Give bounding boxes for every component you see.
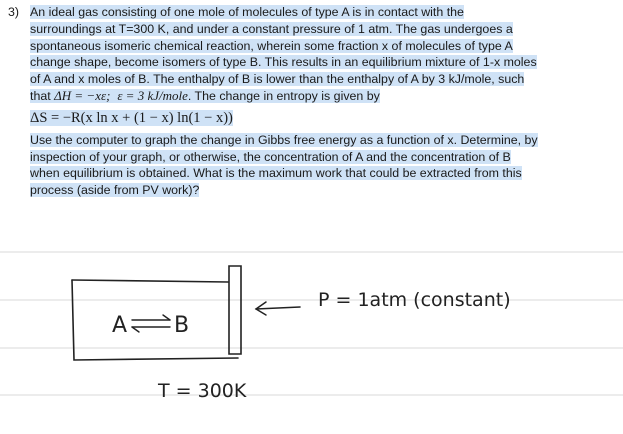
pressure-label: P = 1atm (constant) — [318, 289, 511, 311]
enthalpy-equation: ΔH = −xε; — [54, 87, 111, 103]
handwritten-sketch — [0, 236, 623, 429]
equilibrium-arrows-icon — [132, 315, 170, 332]
problem-line: spontaneous isomeric chemical reaction, wherein some fraction x of molecules of type A — [30, 38, 513, 53]
problem-number: 3) — [8, 5, 20, 19]
problem-line: inspection of your graph, or otherwise, the concentration of A and the concentration of B — [30, 149, 511, 164]
ruled-lines — [0, 252, 623, 395]
temperature-label: T = 300K — [158, 380, 247, 402]
reaction-label-a: A — [112, 313, 128, 338]
problem-line-suffix: . The change in entropy is given by — [187, 88, 380, 103]
problem-line: Use the computer to graph the change in Gibbs free energy as a function of x. Determine, by — [30, 132, 538, 147]
epsilon-value: ε = 3 kJ/mole — [117, 87, 188, 103]
problem-line: change shape, become isomers of type B. This results in an equilibrium mixture of 1-x moles — [30, 55, 537, 70]
problem-line: An ideal gas consisting of one mole of molecules of type A is in contact with the — [30, 5, 464, 19]
pressure-arrow — [256, 302, 300, 315]
problem-text — [30, 4, 608, 199]
problem-line-prefix: that — [30, 88, 55, 103]
problem-line: surroundings at T=300 K, and under a constant pressure of 1 atm. The gas undergoes a — [30, 21, 513, 36]
problem-line: process (aside from PV work)? — [30, 183, 200, 198]
piston — [229, 266, 241, 354]
sketch-drawing — [0, 236, 623, 429]
problem-line: when equilibrium is obtained. What is the maximum work that could be extracted from this — [30, 166, 522, 181]
reaction-label-b: B — [174, 313, 190, 338]
entropy-equation: ΔS = −R(x ln x + (1 − x) ln(1 − x)) — [30, 109, 233, 126]
problem-line: of A and x moles of B. The enthalpy of B is lower than the enthalpy of A by 3 kJ/mole, such — [30, 72, 525, 87]
